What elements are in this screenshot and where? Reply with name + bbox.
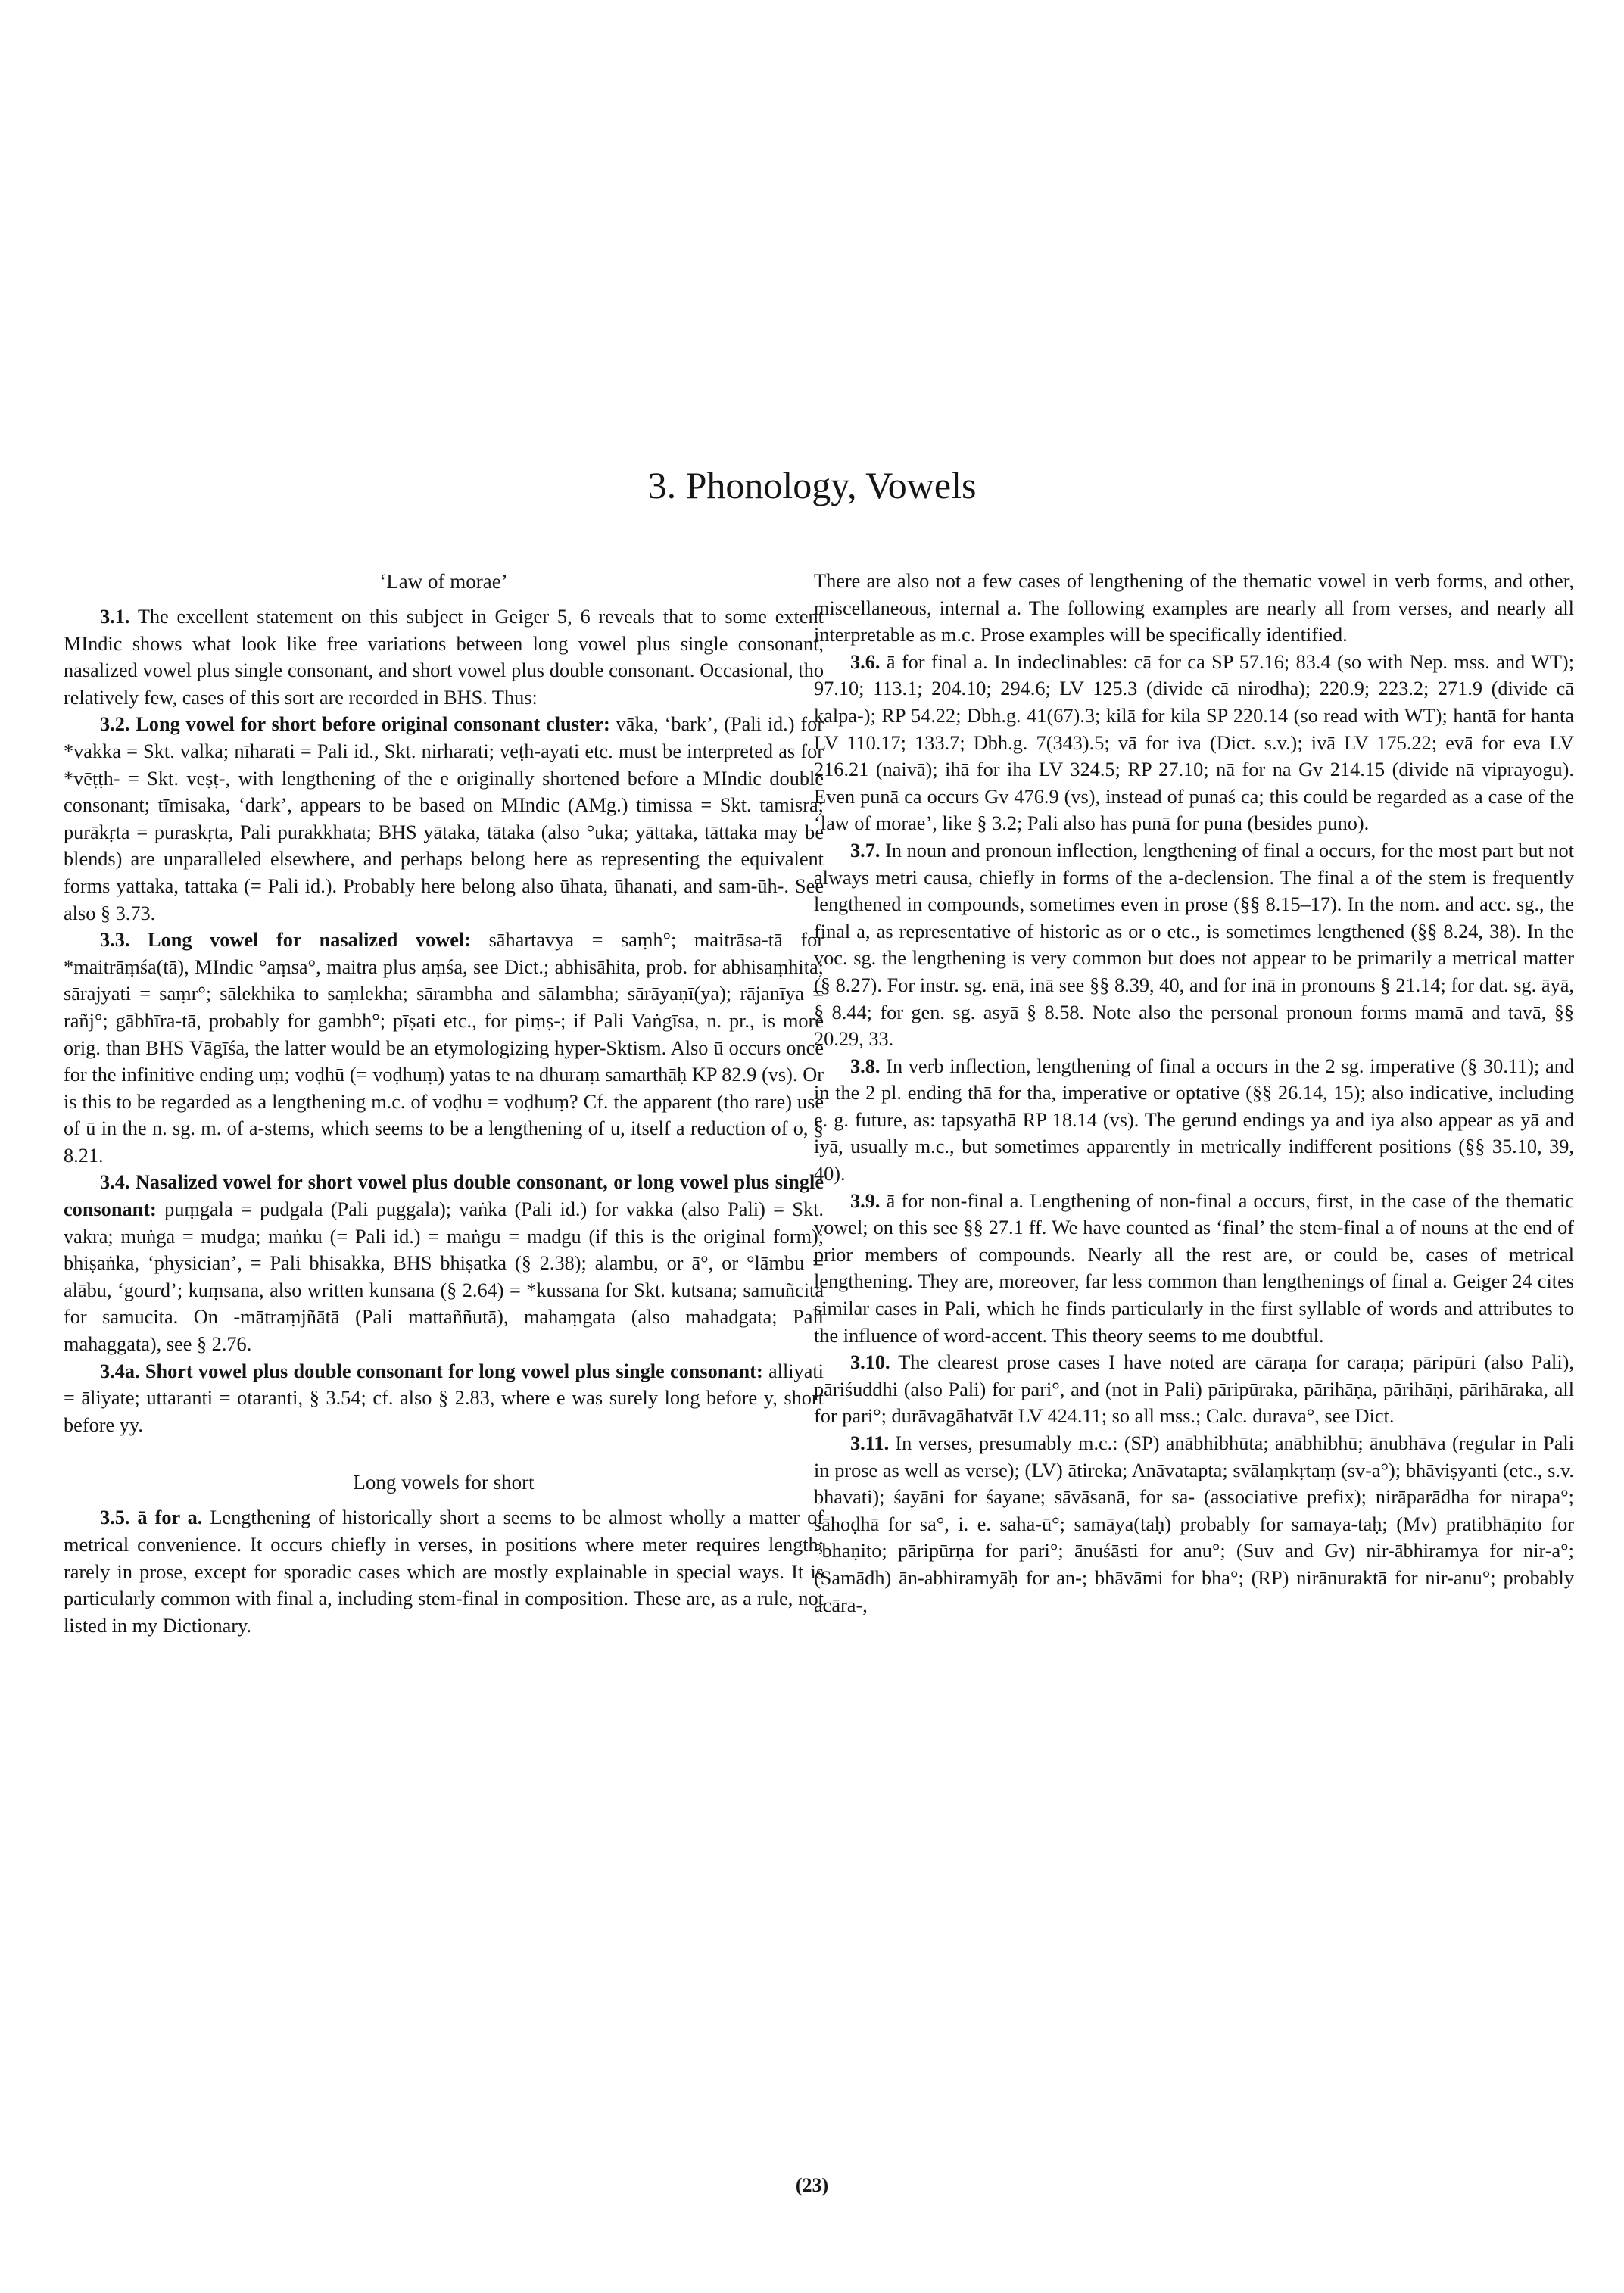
paragraph-number: 3.7. <box>850 839 881 861</box>
paragraph-heading: 3.4. Nasalized vowel for short vowel plus double consonant, or long vowel plus single consonant: <box>64 1171 824 1221</box>
paragraph-3-6 <box>814 649 1574 837</box>
paragraph-heading: 3.3. Long vowel for nasalized vowel: <box>100 929 471 952</box>
paragraph-text: In verb inflection, lengthening of final a occurs in the 2 sg. imperative (§ 30.11); and in the 2 pl. ending thā for tha, imperative or optative (§§ 26.14, 15); also indicative, including e. g. future, as: tapsyathā RP 18.14 (vs). The gerund endings ya and iya also appear as yā and iyā, usually m.c., but sometimes apparently in metrically indifferent positions (§§ 35.10, 39, 40). <box>814 1055 1574 1185</box>
paragraph-heading: 3.5. ā for a. <box>100 1506 203 1529</box>
paragraph-heading: 3.2. Long vowel for short before original consonant cluster: <box>100 713 610 736</box>
chapter-title: 3. Phonology, Vowels <box>647 464 977 506</box>
paragraph-number: 3.10. <box>850 1351 890 1374</box>
paragraph-text: ā for non-final a. Lengthening of non-final a occurs, first, in the case of the thematic vowel; on this see §§ 27.1 ff. We have counted as ‘final’ the stem-final a of nouns at the end of prior members of compounds. Nearly all the rest are, or could be, cases of metrical lengthening. They are, moreover, far less common than lengthenings of final a. Geiger 24 cites similar cases in Pali, which he finds particularly in the first syllable of words and attributes to the influence of word-accent. This theory seems to me doubtful. <box>814 1189 1574 1347</box>
paragraph-3-4 <box>64 1169 824 1357</box>
paragraph-3-9 <box>814 1188 1574 1350</box>
paragraph-3-7 <box>814 837 1574 1053</box>
paragraph-text: In verses, presumably m.c.: (SP) anābhibhūta; anābhibhū; ānubhāva (regular in Pali in prose as well as verse); (LV) ātireka; Anāvatapta; svālaṃkṛtaṃ (sv-a°); bhāviṣyanti (etc., s.v. bhavati); śayāni for śayane; sāvāsanā, for sa- (associative prefix); nirāparādha for nirapa°; sāhoḍhā for sa°, i. e. saha-ū°; samāya(taḥ) probably for samaya-taḥ; (Mv) pratibhāṇito for °bhaṇito; pāripūrṇa for pari°; ānuśāsti for anu°; (Suv and Gv) nir-ābhiramya for nir-a°; (Samādh) ān-abhiramyāḥ for an-; bhāvāmi for bha°; (RP) nirānuraktā for nir-anu°; probably acāra-, <box>814 1432 1574 1616</box>
paragraph-number: 3.6. <box>850 650 881 673</box>
section-heading-long-vowels: Long vowels for short <box>353 1471 535 1494</box>
paragraph-number: 3.11. <box>850 1432 890 1454</box>
paragraph-3-5 <box>64 1504 824 1639</box>
paragraph-3-3 <box>64 927 824 1169</box>
paragraph-3-2 <box>64 711 824 927</box>
paragraph-3-11 <box>814 1430 1574 1618</box>
section-heading-law-of-morae: ‘Law of morae’ <box>379 570 508 593</box>
paragraph-3-1 <box>64 603 824 711</box>
paragraph-heading: 3.4a. Short vowel plus double consonant for long vowel plus single consonant: <box>100 1360 763 1382</box>
paragraph-3-10 <box>814 1349 1574 1430</box>
paragraph-text: vāka, ‘bark’, (Pali id.) for *vakka = Skt. valka; nīharati = Pali id., Skt. nirharati; veṭh-ayati etc. must be interpreted as for *vēṭṭh- = Skt. veṣṭ-, with lengthening of the e originally shortened before a MIndic double consonant; tīmisaka, ‘dark’, appears to be based on MIndic (AMg.) timissa = Skt. tamisra; purākṛta = puraskṛta, Pali purakkhata; BHS yātaka, tātaka (also °uka; yāttaka, tāttaka may be blends) are unparalleled elsewhere, and perhaps belong here as representing the equivalent forms yattaka, tattaka (= Pali id.). Probably here belong also ūhata, ūhanati, and sam-ūh-. See also § 3.73. <box>64 713 824 924</box>
paragraph-number: 3.1. <box>100 606 130 628</box>
left-column <box>64 568 824 1639</box>
paragraph-number: 3.8. <box>850 1055 881 1077</box>
paragraph-text: In noun and pronoun inflection, lengthening of final a occurs, for the most part but not always metri causa, chiefly in forms of the a-declension. The final a of the stem is frequently lengthened in compounds, sometimes even in prose (§§ 8.15–17). In the nom. and acc. sg., the final a, as representative of historic as or o etc., is sometimes lengthened (§§ 8.24, 38). In the voc. sg. the lengthening is very common but does not appear to be primarily a metrical matter (§ 8.27). For instr. sg. enā, inā see §§ 8.39, 40, and for inā in pronouns § 21.14; for dat. sg. āyā, § 8.44; for gen. sg. asyā § 8.58. Note also the personal pronoun forms mamā and tavā, §§ 20.29, 33. <box>814 839 1574 1051</box>
page-number: (23) <box>795 2174 829 2196</box>
right-column <box>814 568 1574 1618</box>
paragraph-text: The excellent statement on this subject in Geiger 5, 6 reveals that to some extent MIndic shows what look like free variations between long vowel plus single consonant, nasalized vowel plus single consonant, and short vowel plus double consonant. Occasional, tho relatively few, cases of this sort are recorded in BHS. Thus: <box>64 606 824 709</box>
paragraph-text: ā for final a. In indeclinables: cā for ca SP 57.16; 83.4 (so with Nep. mss. and WT); 97.10; 113.1; 204.10; 294.6; LV 125.3 (divide cā nirodha); 220.9; 223.2; 271.9 (divide cā kalpa-); RP 54.22; Dbh.g. 41(67).3; kilā for kila SP 220.14 (so read with WT); hantā for hanta LV 110.17; 133.7; Dbh.g. 7(343).5; vā for iva (Dict. s.v.); ivā LV 175.22; evā for eva LV 216.21 (naivā); ihā for iha LV 324.5; RP 27.10; nā for na Gv 214.15 (divide nā viprayogu). Even punā ca occurs Gv 476.9 (vs), instead of punaś ca; this could be regarded as a case of the ‘law of morae’, like § 3.2; Pali also has punā for puna (besides puno). <box>814 650 1574 835</box>
paragraph-3-8 <box>814 1053 1574 1188</box>
paragraph-continuation: There are also not a few cases of lengthening of the thematic vowel in verb forms, and other, miscellaneous, internal a. The following examples are nearly all from verses, and nearly all interpretable as m.c. Prose examples will be specifically identified. <box>814 570 1574 646</box>
paragraph-text: Lengthening of historically short a seems to be almost wholly a matter of metrical convenience. It occurs chiefly in verses, in positions where meter requires length; rarely in prose, except for sporadic cases which are mostly explainable in special ways. It is particularly common with final a, including stem-final in composition. These are, as a rule, not listed in my Dictionary. <box>64 1506 824 1637</box>
paragraph-3-4a <box>64 1358 824 1439</box>
paragraph-text: alliyati = āliyate; uttaranti = otaranti, § 3.54; cf. also § 2.83, where e was surely long before y, short before yy. <box>64 1360 824 1436</box>
paragraph-text: puṃgala = pudgala (Pali puggala); vaṅka (Pali id.) for vakka (also Pali) = Skt. vakra; muṅga = mudga; maṅku (= Pali id.) = maṅgu = madgu (if this is the original form); bhiṣaṅka, ‘physician’, = Pali bhisakka, BHS bhiṣatka (§ 2.38); alambu, or ā°, or °lāmbu = alābu, ‘gourd’; kuṃsana, also written kunsana (§ 2.64) = *kussana for Skt. kutsana; samuñcita for samucita. On -mātraṃjñātā (Pali mattaññutā), mahaṃgata (also mahadgata; Pali mahaggata), see § 2.76. <box>64 1198 824 1356</box>
paragraph-text: sāhartavya = saṃh°; maitrāsa-tā for *maitrāṃśa(tā), MIndic °aṃsa°, maitra plus aṃśa, see Dict.; abhisāhita, prob. for abhisaṃhita; sārajyati = saṃr°; sālekhika to saṃlekha; sārambha and sālambha; sārāyaṇī(ya); rājanīya = rañj°; gābhīra-tā, probably for gambh°; pīṣati etc., for piṃṣ-; if Pali Vaṅgīsa, n. pr., is more orig. than BHS Vāgīśa, the latter would be an etymologizing hyper-Sktism. Also ū occurs once for the infinitive ending uṃ; voḍhū (= voḍhuṃ) yatas te na dhuraṃ samarthāḥ KP 82.9 (vs). Or is this to be regarded as a lengthening m.c. of voḍhu = voḍhuṃ? Cf. the apparent (tho rare) use of ū in the n. sg. m. of a-stems, which seems to be a lengthening of u, itself a reduction of o, § 8.21. <box>64 929 824 1167</box>
paragraph-number: 3.9. <box>850 1189 881 1212</box>
paragraph-text: The clearest prose cases I have noted are cāraṇa for caraṇa; pāripūri (also Pali), pāriśuddhi (also Pali) for pari°, and (not in Pali) pāripūraka, pārihāṇa, pārihāṇi, pārihāraka, all for pari°; durāvagāhatvāt LV 424.11; so all mss.; Calc. durava°, see Dict. <box>814 1351 1574 1428</box>
